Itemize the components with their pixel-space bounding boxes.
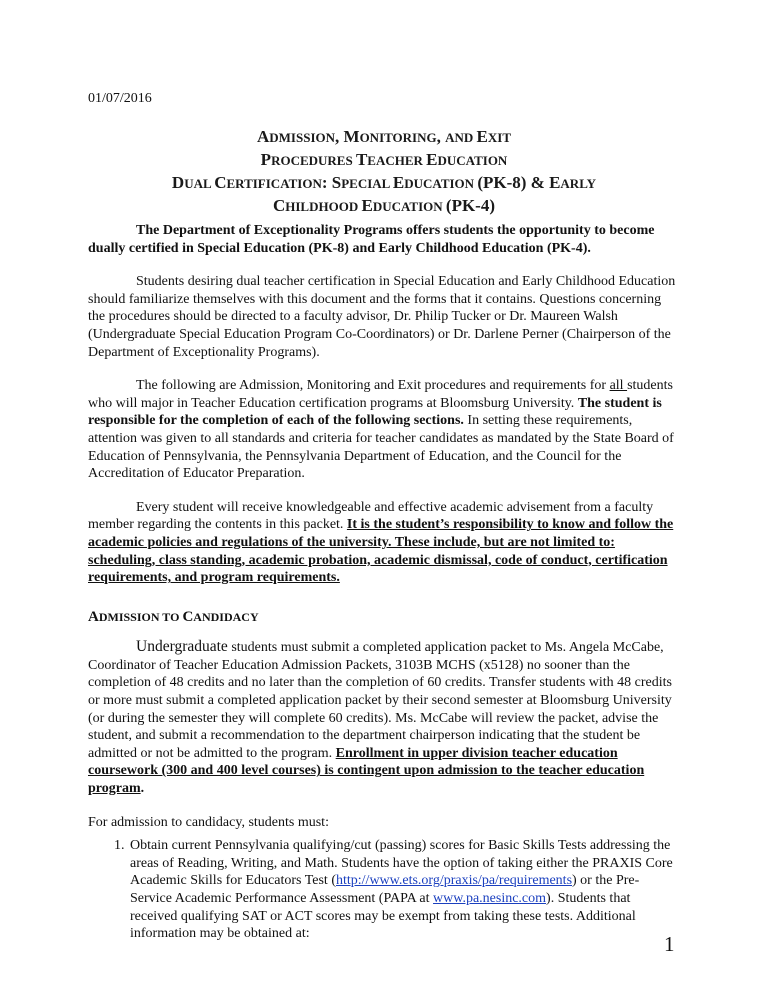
requirements-paragraph: The following are Admission, Monitoring and Exit procedures and requirements for all students who will major in Teacher Education certification programs at Bloomsburg University. The student is responsible for the completion of each of the following sections. In setting these requirements, attention was given to all standards and criteria for teacher candidates as mandated by the State Board of Education of Pennsylvania, the Pennsylvania Department of Education, and the Council for the Accreditation of Educator Preparation. [88,378,674,482]
nesinc-link[interactable]: www.pa.nesinc.com [433,891,547,906]
document-title [0,126,768,218]
list-item: 1. Obtain current Pennsylvania qualifying/cut (passing) scores for Basic Skills Tests addressing the areas of Reading, Writing, and Math. Students have the option of taking either the PRAXIS Core Academic Skills for Educators Test (http://www.ets.org/praxis/pa/requirements) or the Pre- Service Academic Performance Assessment (PAPA at www.pa.nesinc.com). Students that received qualifying SAT or ACT scores may be exempt from taking these tests. Additional information may be obtained at: [128,837,678,943]
title-line-1: ADMISSION, MONITORING, AND EXIT [256,127,512,146]
title-line-4: CHILDHOOD EDUCATION (PK-4) [272,196,495,215]
intro-paragraph: The Department of Exceptionality Programs offers students the opportunity to become dually certified in Special Education (PK-8) and Early Childhood Education (PK-4). [88,223,655,256]
list-intro: For admission to candidacy, students must: [88,814,329,830]
page-number: 1 [664,932,675,956]
title-line-3: DUAL CERTIFICATION: SPECIAL EDUCATION (PK-8) & EARLY [171,173,597,192]
admission-paragraph: Undergraduate students must submit a completed application packet to Ms. Angela McCabe, Coordinator of Teacher Education Admission Packets, 3103B MCHS (x5128) no sooner than the completion of 48 credits and no later than the completion of 60 credits. Transfer students with 48 credits or more must submit a completed application packet by their second semester at Bloomsburg University (or during the semester they will complete 60 credits). Ms. McCabe will review the packet, advise the student, and submit a recommendation to the department chairperson indicating that the student be admitted or not be admitted to the program. Enrollment in upper division teacher education coursework (300 and 400 level courses) is contingent upon admission to the teacher education program. [88,638,672,797]
requirements-list [88,837,678,943]
contacts-paragraph: Students desiring dual teacher certification in Special Education and Early Childhood Education should familiarize themselves with this document and the forms that it contains. Questions concerning the procedures should be directed to a faculty advisor, Dr. Philip Tucker or Dr. Maureen Walsh (Undergraduate Special Education Program Co-Coordinators) or Dr. Darlene Perner (Chairperson of the Department of Exceptionality Programs). [88,274,676,360]
document-body [88,222,678,943]
advisement-paragraph: Every student will receive knowledgeable and effective academic advisement from a faculty member regarding the contents in this packet. It is the student’s responsibility to know and follow the academic policies and regulations of the university. These include, but are not limited to: scheduling, class standing, academic probation, academic dismissal, code of conduct, certification requirements, and program requirements. [88,499,674,586]
ets-praxis-link[interactable]: http://www.ets.org/praxis/pa/requirements [336,873,573,889]
document-date: 01/07/2016 [88,91,152,106]
title-line-2: PROCEDURES TEACHER EDUCATION [260,150,508,169]
section-heading-admission: ADMISSION TO CANDIDACY [88,608,259,625]
